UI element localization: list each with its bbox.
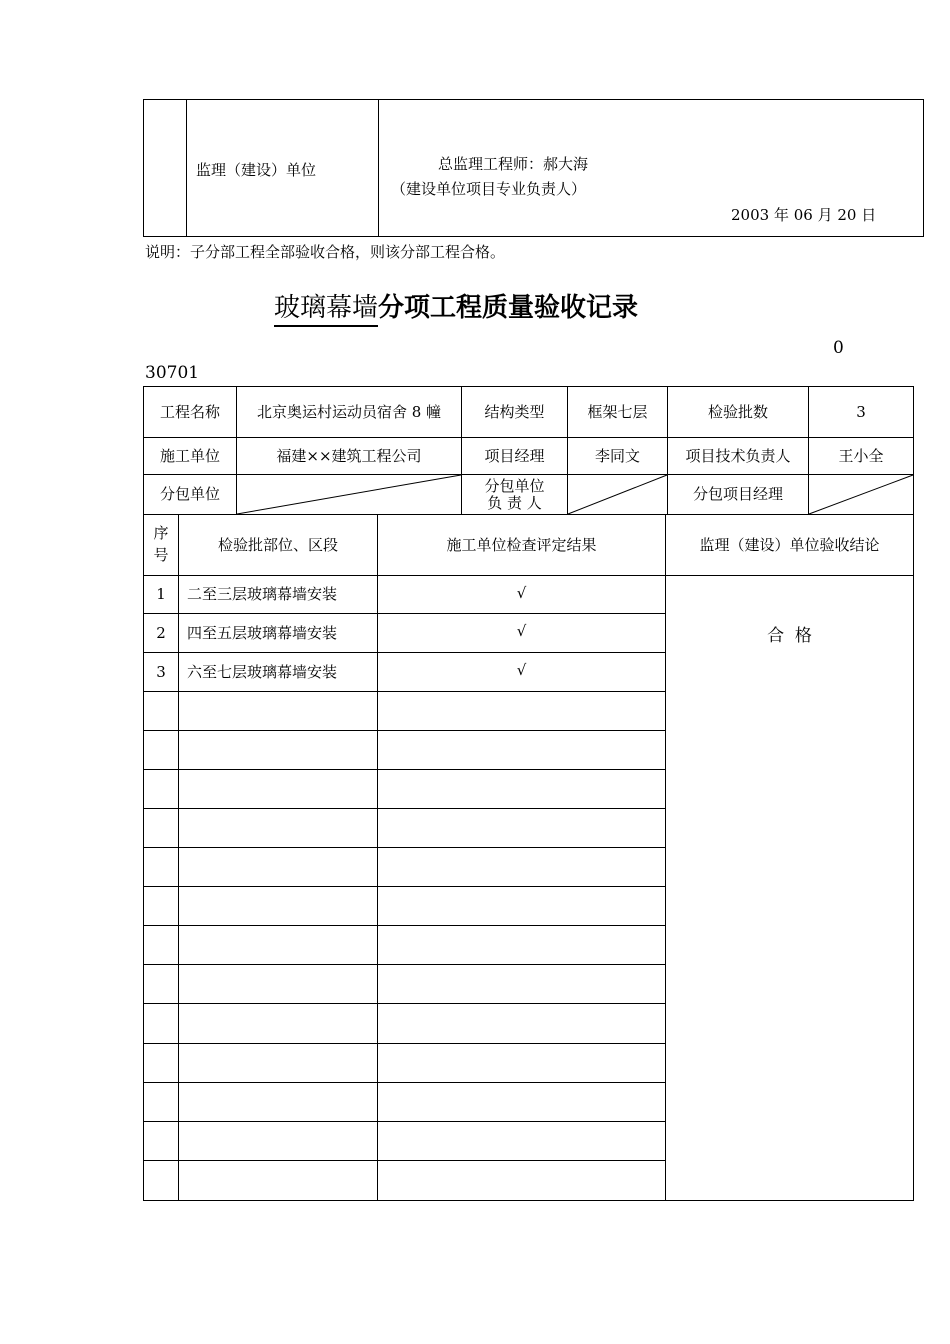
subcontractor-pm-empty [809,475,914,515]
row-location-cell: 四至五层玻璃幕墙安装 [179,614,378,653]
responsible-person-line: （建设单位项目专业负责人） [391,180,587,198]
row-seq-cell [144,848,179,887]
title-underlined-part: 玻璃幕墙 [274,293,378,327]
explanation-note: 说明：子分部工程全部验收合格，则该分部工程合格。 [145,243,506,261]
row-seq-cell [144,809,179,848]
row-location-cell [179,692,378,731]
row-seq-cell: 1 [144,576,179,614]
empty-cell-diagonal [809,475,914,515]
result-header: 施工单位检查评定结果 [378,515,666,576]
row-location-cell [179,809,378,848]
row-seq-cell [144,1083,179,1122]
tech-lead-value: 王小全 [809,438,914,475]
conclusion-header: 监理（建设）单位验收结论 [666,515,914,576]
batch-count-label: 检验批数 [668,387,809,438]
row-seq-cell [144,692,179,731]
row-result-cell [378,1044,666,1083]
row-location-cell [179,887,378,926]
subcontractor-responsible-empty [568,475,668,515]
row-result-cell [378,1161,666,1201]
row-result-cell: √ [378,576,666,614]
row-location-cell: 二至三层玻璃幕墙安装 [179,576,378,614]
chief-engineer-line: 总监理工程师：郝大海 [438,155,589,173]
project-manager-value: 李同文 [568,438,668,475]
project-manager-label: 项目经理 [462,438,568,475]
row-location-cell: 六至七层玻璃幕墙安装 [179,653,378,692]
page-title [274,287,638,324]
subcontractor-pm-label: 分包项目经理 [668,475,809,515]
row-result-cell [378,965,666,1004]
row-location-cell [179,1044,378,1083]
structure-type-label: 结构类型 [462,387,568,438]
seq-header-char-1: 序 [153,524,169,543]
row-seq-cell [144,1004,179,1044]
seq-header [144,515,179,576]
seq-header-char-2: 号 [153,546,169,564]
tech-lead-label: 项目技术负责人 [668,438,809,475]
top-block-divider-1 [186,99,187,237]
supervision-unit-label: 监理（建设）单位 [196,161,317,179]
row-location-cell [179,770,378,809]
sub-resp-label-line-2: 负 责 人 [487,493,542,512]
row-result-cell [378,809,666,848]
structure-type-value: 框架七层 [568,387,668,438]
row-location-cell [179,1161,378,1201]
row-seq-cell [144,926,179,965]
row-result-cell [378,887,666,926]
empty-cell-diagonal [568,475,668,515]
row-result-cell [378,1004,666,1044]
subcontractor-responsible-label [462,475,568,515]
project-name-label: 工程名称 [144,387,237,438]
row-result-cell [378,1083,666,1122]
row-seq-cell [144,1161,179,1201]
row-seq-cell: 2 [144,614,179,653]
row-location-cell [179,731,378,770]
row-seq-cell [144,887,179,926]
conclusion-text: 合 格 [767,626,812,646]
row-result-cell [378,770,666,809]
contractor-value: 福建××建筑工程公司 [237,438,462,475]
row-location-cell [179,1122,378,1161]
row-seq-cell [144,965,179,1004]
row-result-cell [378,926,666,965]
subcontractor-label: 分包单位 [144,475,237,515]
signature-date: 2003 年 06 月 20 日 [731,206,877,224]
row-result-cell: √ [378,653,666,692]
row-seq-cell [144,1122,179,1161]
form-code-right: 0 [833,338,844,358]
row-result-cell: √ [378,614,666,653]
row-result-cell [378,1122,666,1161]
empty-cell-diagonal [237,475,462,515]
form-code-left: 30701 [145,363,200,383]
row-result-cell [378,692,666,731]
project-name-value: 北京奥运村运动员宿舍 8 幢 [237,387,462,438]
contractor-label: 施工单位 [144,438,237,475]
subcontractor-value-empty [237,475,462,515]
row-seq-cell: 3 [144,653,179,692]
batch-count-value: 3 [809,387,914,438]
conclusion-cell [666,576,914,1201]
inspection-form [143,386,914,1201]
top-block-divider-2 [378,99,379,237]
row-location-cell [179,1004,378,1044]
row-location-cell [179,926,378,965]
sub-resp-label-line-1: 分包单位 [484,477,545,495]
row-result-cell [378,848,666,887]
row-location-cell [179,848,378,887]
title-bold-part: 分项工程质量验收记录 [378,293,639,323]
row-location-cell [179,965,378,1004]
row-seq-cell [144,731,179,770]
row-result-cell [378,731,666,770]
row-seq-cell [144,1044,179,1083]
row-location-cell [179,1083,378,1122]
location-header: 检验批部位、区段 [179,515,378,576]
row-seq-cell [144,770,179,809]
